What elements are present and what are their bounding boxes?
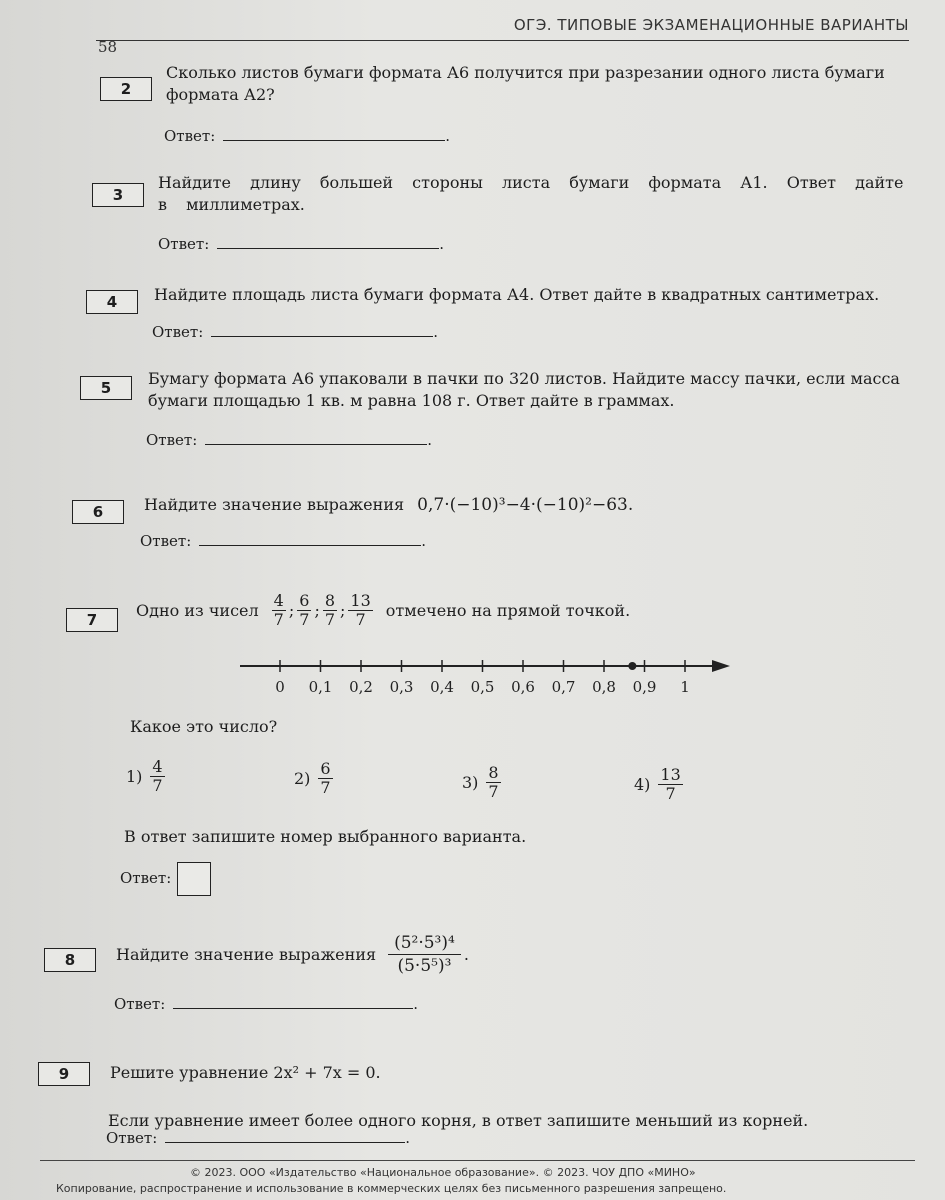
answer-line[interactable] <box>165 1128 405 1143</box>
option-4[interactable]: 4) $\frac{13}{7}$ <box>634 765 681 803</box>
task-7-instruction: В ответ запишите номер выбранного варианта. <box>124 827 527 846</box>
task-number-8: 8 <box>44 948 96 972</box>
task-number-7: 7 <box>66 608 118 632</box>
task-number-5: 5 <box>80 376 132 400</box>
option-1[interactable]: 1) $\frac{4}{7}$ <box>126 757 163 795</box>
answer-label: Ответ: <box>140 532 192 550</box>
axis-tick-label: 0,7 <box>551 678 576 696</box>
task-8-question: Найдите значение выражения $\frac{\text{(5²·5³)⁴}}{\text{(5·5⁵)³}}$ . <box>116 933 469 976</box>
task-6-answer[interactable]: Ответ: . <box>140 532 427 550</box>
task-8-answer[interactable]: Ответ: . <box>114 995 419 1013</box>
task-7-fraction: $\frac{6}{7}$ <box>299 591 310 629</box>
number-line <box>236 652 736 702</box>
axis-tick-label: 0,3 <box>389 678 414 696</box>
task-8-fraction: $\frac{\text{(5²·5³)⁴}}{\text{(5·5⁵)³}}$ <box>388 932 461 977</box>
task-7-fraction: $\frac{4}{7}$ <box>273 591 284 629</box>
task-5-answer[interactable]: Ответ: . <box>146 431 433 449</box>
axis-tick-label: 0,5 <box>470 678 495 696</box>
answer-label: Ответ: <box>158 235 210 253</box>
page-number: 58 <box>98 38 118 56</box>
option-4-fraction: $\frac{13}{7}$ <box>660 765 681 803</box>
answer-line[interactable] <box>223 126 445 141</box>
option-2-fraction: $\frac{6}{7}$ <box>320 759 331 797</box>
answer-line[interactable] <box>205 430 427 445</box>
answer-label: Ответ: <box>106 1129 158 1147</box>
task-8-text: Найдите значение выражения <box>116 944 377 964</box>
task-7-question: Одно из чисел $\frac{4}{7}$ ; $\frac{6}{7}$ ; $\frac{8}{7}$ ; $\frac{13}{7}$ отмечено на прямой точкой. <box>136 591 631 629</box>
task-4-text: Найдите площадь листа бумаги формата А4. Ответ дайте в квадратных сантиметрах. <box>154 285 880 304</box>
answer-label: Ответ: <box>120 869 172 887</box>
task-7-fraction: $\frac{13}{7}$ <box>350 591 371 629</box>
task-7-fraction: $\frac{8}{7}$ <box>324 591 336 629</box>
answer-line[interactable] <box>217 234 439 249</box>
task-3-answer[interactable]: Ответ: . <box>158 235 445 253</box>
axis-tick-label: 0,8 <box>592 678 616 696</box>
answer-line[interactable] <box>173 994 413 1009</box>
axis-tick-label: 0 <box>275 678 285 696</box>
number-line-arrow <box>712 660 730 672</box>
task-number-3: 3 <box>92 183 144 207</box>
task-2-answer[interactable]: Ответ: . <box>164 127 451 145</box>
task-6-text: Найдите значение выражения <box>144 495 405 514</box>
task-7-answer[interactable] <box>120 862 211 896</box>
header-divider <box>96 40 909 41</box>
option-3-fraction: $\frac{8}{7}$ <box>488 763 499 801</box>
axis-tick-label: 0,2 <box>349 678 373 696</box>
task-9-text-2: Если уравнение имеет более одного корня, в ответ запишите меньший из корней. <box>108 1111 809 1130</box>
task-9-text: Решите уравнение 2x² + 7x = 0. <box>110 1063 381 1082</box>
axis-tick-label: 0,9 <box>632 678 657 696</box>
task-3-text: Найдите длину большей стороны листа бумаги формата А1. Ответ дайте в миллиметрах. <box>158 173 904 214</box>
task-number-2: 2 <box>100 77 152 101</box>
answer-box[interactable] <box>177 862 211 896</box>
header-title: ОГЭ. ТИПОВЫЕ ЭКЗАМЕНАЦИОННЫЕ ВАРИАНТЫ <box>513 16 909 34</box>
task-number-9: 9 <box>38 1062 90 1086</box>
task-6-expression: 0,7·(−10)³−4·(−10)²−63. <box>417 495 634 515</box>
answer-label: Ответ: <box>164 127 216 145</box>
task-6-question <box>144 494 633 516</box>
answer-label: Ответ: <box>146 431 198 449</box>
task-2-text: Сколько листов бумаги формата А6 получится при разрезании одного листа бумаги формата А2? <box>166 63 885 104</box>
task-4-answer[interactable]: Ответ: . <box>152 323 439 341</box>
footer-divider <box>40 1160 915 1161</box>
marked-point <box>628 662 636 670</box>
task-7-text-after: отмечено на прямой точкой. <box>385 600 631 620</box>
footer-notice: Копирование, распространение и использование в коммерческих целях без письменного разрешения запрещено. <box>56 1182 727 1195</box>
answer-label: Ответ: <box>114 995 166 1013</box>
footer-copyright: © 2023. ООО «Издательство «Национальное образование». © 2023. ЧОУ ДПО «МИНО» <box>190 1166 696 1179</box>
task-number-4: 4 <box>86 290 138 314</box>
answer-label: Ответ: <box>152 323 204 341</box>
task-7-subquestion: Какое это число? <box>130 717 278 736</box>
task-5-text: Бумагу формата А6 упаковали в пачки по 320 листов. Найдите массу пачки, если масса бумаги площадью 1 кв. м равна 108 г. Ответ дайте в граммах. <box>148 369 900 410</box>
axis-tick-label: 1 <box>680 678 690 696</box>
task-9-answer[interactable]: Ответ: . <box>106 1129 411 1147</box>
option-3[interactable]: 3) $\frac{8}{7}$ <box>462 763 499 801</box>
option-2[interactable]: 2) $\frac{6}{7}$ <box>294 759 331 797</box>
task-number-6: 6 <box>72 500 124 524</box>
answer-line[interactable] <box>199 531 421 546</box>
option-1-fraction: $\frac{4}{7}$ <box>152 757 163 795</box>
axis-tick-label: 0,4 <box>430 678 454 696</box>
axis-tick-label: 0,1 <box>308 678 333 696</box>
answer-line[interactable] <box>211 322 433 337</box>
axis-tick-label: 0,6 <box>511 678 535 696</box>
task-7-text-before: Одно из чисел <box>136 600 259 620</box>
